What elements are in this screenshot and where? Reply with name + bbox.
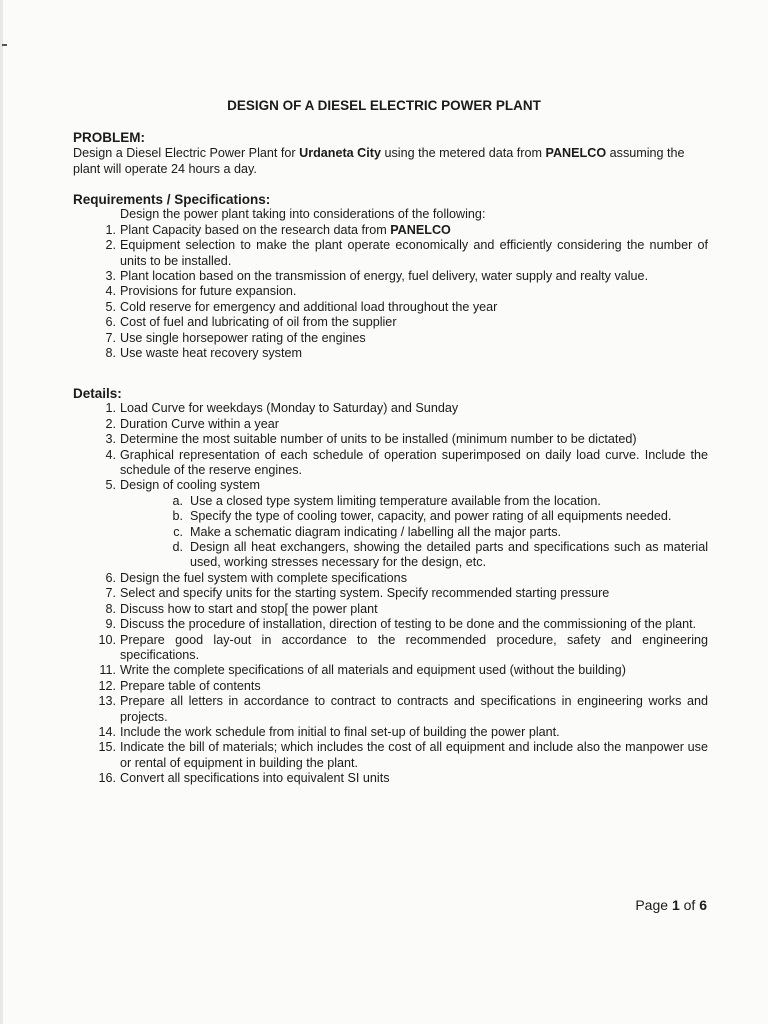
item-text: Discuss the procedure of installation, direction of testing to be done and the commissioning of the plant. xyxy=(120,617,697,632)
item-text: Prepare all letters in accordance to contract to contracts and specifications in engineering works and projects. xyxy=(120,694,708,724)
item-number: 5. xyxy=(105,478,116,493)
detail-item xyxy=(73,617,708,632)
problem-text-1: Design a Diesel Electric Power Plant for xyxy=(73,146,300,161)
item-number: 10. xyxy=(98,632,116,647)
item-number: b. xyxy=(172,509,183,524)
item-number: 12. xyxy=(98,678,116,693)
detail-item xyxy=(73,571,708,586)
item-text: Convert all specifications into equivalent SI units xyxy=(120,771,390,786)
item-text: Prepare table of contents xyxy=(120,678,261,693)
item-text: Provisions for future expansion. xyxy=(120,284,297,299)
requirement-item xyxy=(73,315,708,330)
requirements-intro: Design the power plant taking into considerations of the following: xyxy=(120,207,486,222)
requirements-heading: Requirements / Specifications: xyxy=(73,192,271,207)
requirement-item xyxy=(73,284,708,299)
detail-item xyxy=(73,679,708,694)
detail-item xyxy=(73,740,708,771)
scan-mark xyxy=(2,44,7,46)
detail-item xyxy=(73,663,708,678)
cooling-subitem xyxy=(73,525,708,540)
details-section xyxy=(73,386,708,787)
detail-item xyxy=(73,602,708,617)
item-number: 2. xyxy=(105,416,116,431)
item-text: Indicate the bill of materials; which includes the cost of all equipment and include also the manpower use or rental of equipment in building the plant. xyxy=(120,740,708,770)
requirements-section xyxy=(73,192,708,361)
requirement-item xyxy=(73,300,708,315)
document-title: DESIGN OF A DIESEL ELECTRIC POWER PLANT xyxy=(227,98,541,113)
page-of: of xyxy=(679,897,700,913)
item-text: Design all heat exchangers, showing the detailed parts and specifications such as material used, working stresses necessary for the design, etc. xyxy=(190,540,708,570)
item-text: Discuss how to start and stop[ the power plant xyxy=(120,601,378,616)
requirement-item xyxy=(73,223,708,238)
detail-item xyxy=(73,432,708,447)
requirement-item xyxy=(73,269,708,284)
item-text: Use single horsepower rating of the engines xyxy=(120,330,366,345)
page-total: 6 xyxy=(699,897,707,913)
problem-text-3: assuming the plant will operate 24 hours a day. xyxy=(73,146,685,176)
requirement-item xyxy=(73,331,708,346)
problem-org: PANELCO xyxy=(545,146,607,161)
item-number: 2. xyxy=(105,238,116,253)
item-text: Select and specify units for the starting system. Specify recommended starting pressure xyxy=(120,586,610,601)
cooling-subitem xyxy=(73,494,708,509)
cooling-subitems-list xyxy=(73,494,708,571)
item-number: 3. xyxy=(105,432,116,447)
item-number: c. xyxy=(173,524,183,539)
item-number: 1. xyxy=(105,401,116,416)
item-number: 13. xyxy=(98,694,116,709)
item-number: 1. xyxy=(105,222,116,237)
item-number: 7. xyxy=(105,586,116,601)
problem-section xyxy=(73,130,708,177)
item-text-bold: PANELCO xyxy=(390,222,451,237)
detail-item xyxy=(73,478,708,493)
item-number: 4. xyxy=(105,284,116,299)
item-number: a. xyxy=(172,493,183,508)
item-text: Equipment selection to make the plant operate economically and efficiently considering the number of units to be installed. xyxy=(120,238,708,268)
item-number: 8. xyxy=(105,346,116,361)
item-text: Use waste heat recovery system xyxy=(120,346,302,361)
item-text: Prepare good lay-out in accordance to the recommended procedure, safety and engineering specifications. xyxy=(120,632,708,662)
cooling-subitem xyxy=(73,509,708,524)
item-number: 7. xyxy=(105,330,116,345)
detail-item xyxy=(73,417,708,432)
item-number: d. xyxy=(172,540,183,555)
item-text: Specify the type of cooling tower, capacity, and power rating of all equipments needed. xyxy=(190,509,672,524)
requirement-item xyxy=(73,346,708,361)
item-number: 11. xyxy=(99,663,116,678)
cooling-subitem xyxy=(73,540,708,571)
item-number: 16. xyxy=(98,771,116,786)
item-number: 15. xyxy=(98,740,116,755)
item-text: Plant location based on the transmission of energy, fuel delivery, water supply and realty value. xyxy=(120,269,649,284)
item-text: Duration Curve within a year xyxy=(120,416,279,431)
detail-item xyxy=(73,633,708,664)
detail-item xyxy=(73,401,708,416)
detail-item xyxy=(73,694,708,725)
page-number xyxy=(635,897,707,913)
item-text: Graphical representation of each schedule of operation superimposed on daily load curve. Include the schedule of the reserve engines. xyxy=(120,447,708,478)
item-text: Design of cooling system xyxy=(120,478,260,493)
details-heading: Details: xyxy=(73,386,122,401)
item-number: 6. xyxy=(105,315,116,330)
item-number: 4. xyxy=(105,447,116,462)
details-list xyxy=(73,401,708,493)
item-text: Plant Capacity based on the research data from xyxy=(120,222,391,237)
item-text: Make a schematic diagram indicating / labelling all the major parts. xyxy=(190,524,561,539)
detail-item xyxy=(73,586,708,601)
item-number: 14. xyxy=(98,724,116,739)
item-number: 9. xyxy=(105,617,116,632)
item-text: Write the complete specifications of all materials and equipment used (without the building) xyxy=(120,663,626,678)
item-number: 5. xyxy=(105,299,116,314)
problem-text-2: using the metered data from xyxy=(380,146,546,161)
item-text: Determine the most suitable number of units to be installed (minimum number to be dictated) xyxy=(120,432,637,447)
item-text: Use a closed type system limiting temperature available from the location. xyxy=(190,493,601,508)
page-word: Page xyxy=(635,897,672,913)
requirements-list xyxy=(73,223,708,362)
requirement-item xyxy=(73,238,708,269)
problem-heading: PROBLEM: xyxy=(73,130,145,145)
item-number: 6. xyxy=(105,570,116,585)
scan-edge xyxy=(0,0,3,1024)
details-list-continued xyxy=(73,571,708,787)
detail-item xyxy=(73,725,708,740)
item-text: Design the fuel system with complete specifications xyxy=(120,570,407,585)
problem-city: Urdaneta City xyxy=(299,146,381,161)
item-text: Cold reserve for emergency and additional load throughout the year xyxy=(120,299,498,314)
detail-item xyxy=(73,448,708,479)
problem-statement xyxy=(73,146,708,177)
page-current: 1 xyxy=(671,897,680,913)
detail-item xyxy=(73,771,708,786)
item-number: 8. xyxy=(105,601,116,616)
item-number: 3. xyxy=(105,269,116,284)
item-text: Include the work schedule from initial to final set-up of building the power plant. xyxy=(120,724,560,739)
item-text: Load Curve for weekdays (Monday to Saturday) and Sunday xyxy=(120,401,459,416)
item-text: Cost of fuel and lubricating of oil from the supplier xyxy=(120,315,397,330)
